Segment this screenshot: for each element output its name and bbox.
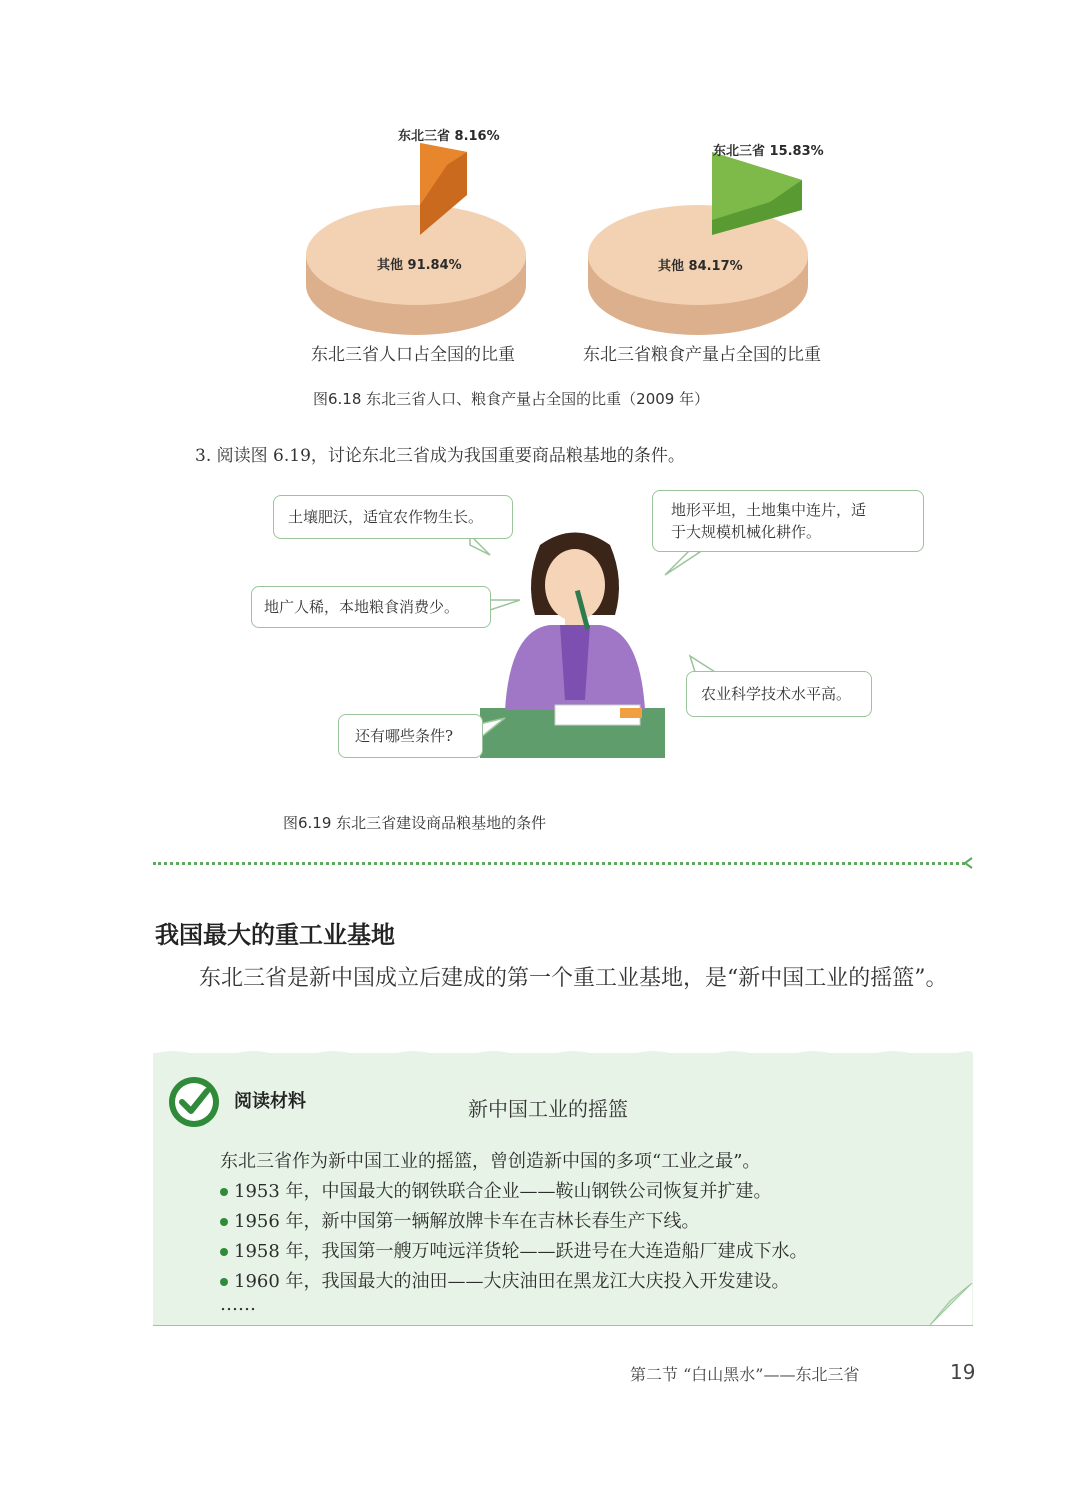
bubble-population <box>251 586 491 628</box>
list-item-text: 1958 年，我国第一艘万吨远洋货轮——跃进号在大连造船厂建成下水。 <box>234 1241 808 1262</box>
page-curl <box>930 1283 974 1327</box>
bubble-tech <box>686 671 872 717</box>
bullet-dot-icon <box>220 1188 228 1196</box>
footer-section: 第二节 “白山黑水”——东北三省 <box>630 1365 860 1384</box>
dotted-divider <box>153 862 965 865</box>
bubble-population-text: 地广人稀，本地粮食消费少。 <box>264 598 460 616</box>
check-leaf-icon <box>167 1075 221 1129</box>
page-number: 19 <box>950 1360 976 1384</box>
list-item <box>220 1267 790 1293</box>
pie-label-highlight: 东北三省 8.16% <box>398 129 500 144</box>
list-item <box>220 1207 700 1233</box>
bubble-terrain-line2: 于大规模机械化耕作。 <box>671 523 822 541</box>
pie-label-rest: 其他 91.84% <box>377 258 462 273</box>
pie-label-rest: 其他 84.17% <box>658 259 743 274</box>
pie-chart-population <box>295 110 545 340</box>
bubble-other-text: 还有哪些条件? <box>355 727 454 745</box>
pie-chart-title: 东北三省人口占全国的比重 <box>311 345 515 365</box>
reading-ellipsis: …… <box>220 1294 256 1315</box>
reading-title: 新中国工业的摇篮 <box>468 1097 628 1121</box>
pie-chart-grain <box>580 140 830 340</box>
bullet-dot-icon <box>220 1278 228 1286</box>
list-item-text: 1960 年，我国最大的油田——大庆油田在黑龙江大庆投入开发建设。 <box>234 1271 790 1292</box>
bubble-tech-text: 农业科学技术水平高。 <box>701 685 852 703</box>
torn-edge <box>153 1046 973 1060</box>
question-3: 3. 阅读图 6.19，讨论东北三省成为我国重要商品粮基地的条件。 <box>195 446 685 466</box>
reading-tag: 阅读材料 <box>234 1091 306 1112</box>
pie-chart-title: 东北三省粮食产量占全国的比重 <box>583 345 821 365</box>
body-paragraph: 东北三省是新中国成立后建成的第一个重工业基地，是“新中国工业的摇篮”。 <box>199 966 948 991</box>
pie-label-highlight: 东北三省 15.83% <box>713 144 824 159</box>
divider-arrow-icon <box>962 856 974 870</box>
list-item-text: 1953 年，中国最大的钢铁联合企业——鞍山钢铁公司恢复并扩建。 <box>234 1181 772 1202</box>
woman-thinking-illustration <box>480 520 670 760</box>
bullet-dot-icon <box>220 1248 228 1256</box>
reading-intro: 东北三省作为新中国工业的摇篮，曾创造新中国的多项“工业之最”。 <box>220 1151 761 1172</box>
figure-caption-6-19: 图6.19 东北三省建设商品粮基地的条件 <box>283 814 547 832</box>
figure-caption-6-18: 图6.18 东北三省人口、粮食产量占全国的比重（2009 年） <box>313 390 710 408</box>
list-item <box>220 1237 808 1263</box>
section-title: 我国最大的重工业基地 <box>155 921 395 949</box>
list-item-text: 1956 年，新中国第一辆解放牌卡车在吉林长春生产下线。 <box>234 1211 700 1232</box>
bubble-soil-text: 土壤肥沃，适宜农作物生长。 <box>288 508 484 526</box>
bubble-terrain <box>652 490 924 552</box>
bubble-other <box>338 714 483 758</box>
bullet-dot-icon <box>220 1218 228 1226</box>
bubble-terrain-line1: 地形平坦，土地集中连片，适 <box>671 501 867 519</box>
bubble-soil <box>273 495 513 539</box>
list-item <box>220 1177 772 1203</box>
